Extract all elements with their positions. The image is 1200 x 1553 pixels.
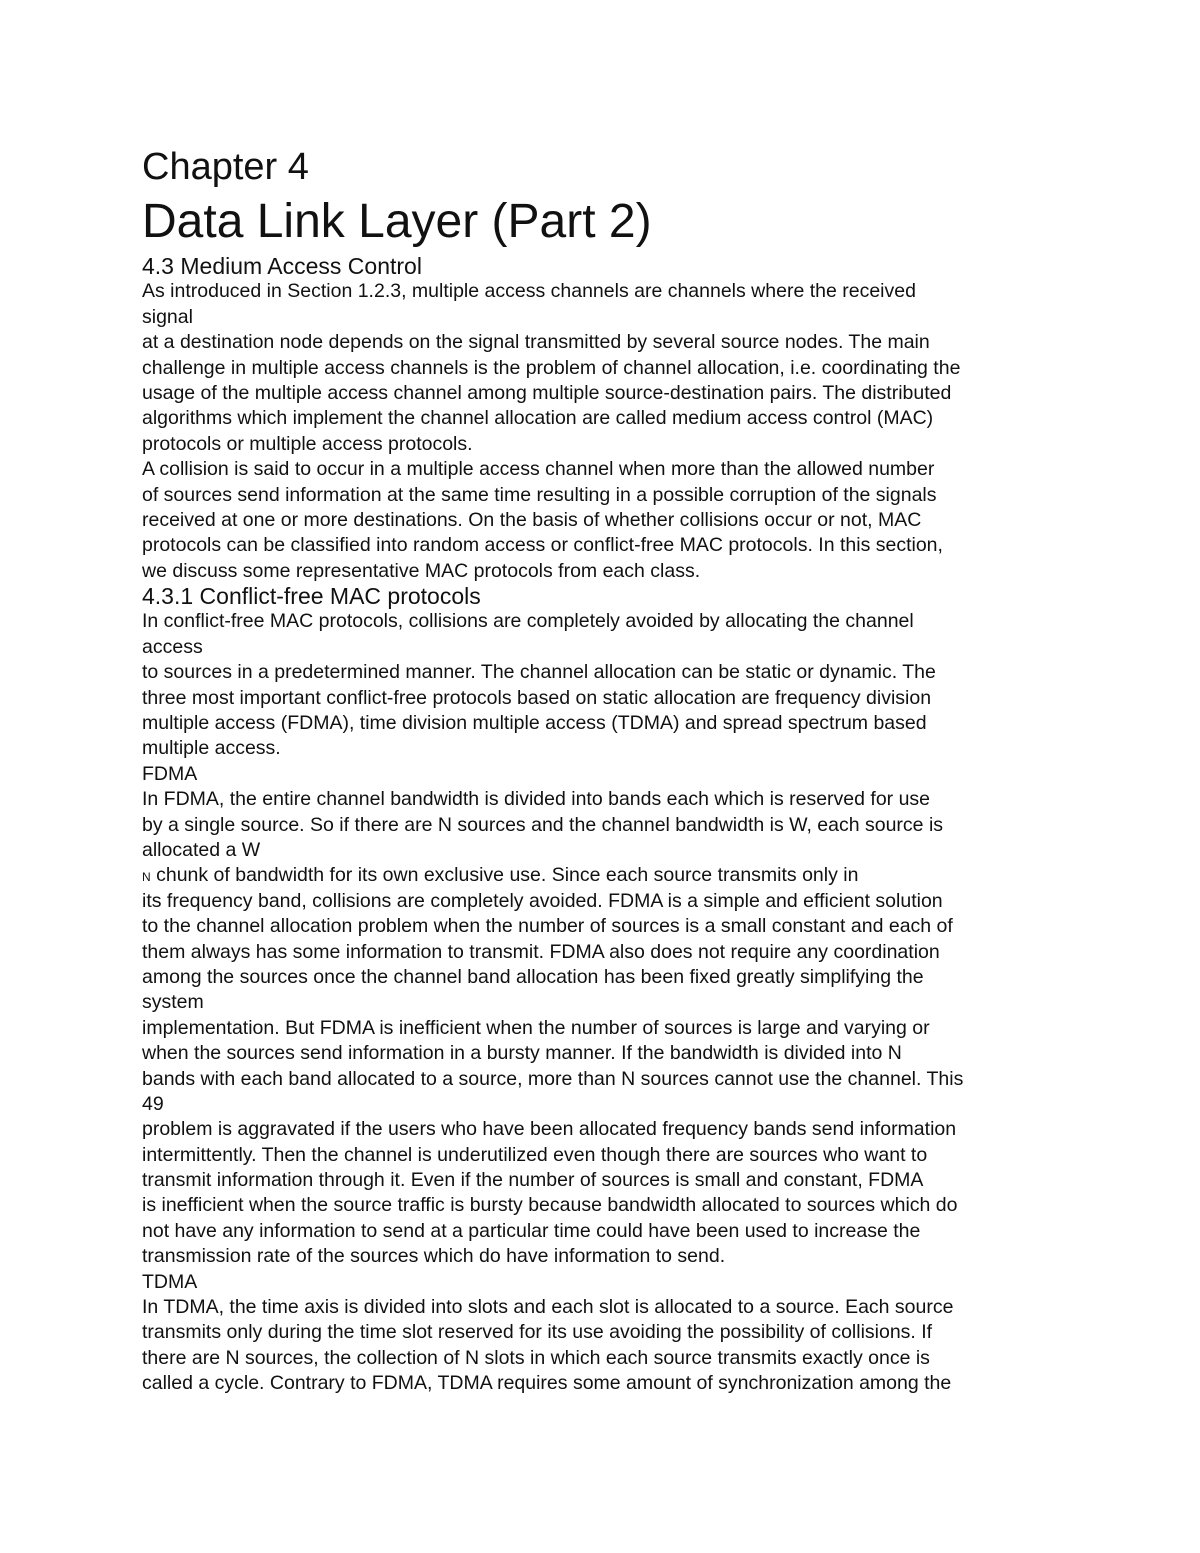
subsection-heading: 4.3.1 Conflict-free MAC protocols [142, 583, 481, 610]
paragraph-line: to sources in a predetermined manner. The channel allocation can be static or dynamic. The [142, 661, 936, 684]
page-number: 49 [142, 1092, 164, 1115]
paragraph-line: we discuss some representative MAC protocols from each class. [142, 559, 701, 582]
paragraph-line-with-fraction [142, 863, 1072, 888]
paragraph-line: at a destination node depends on the signal transmitted by several source nodes. The main [142, 331, 930, 354]
paragraph-line: by a single source. So if there are N sources and the channel bandwidth is W, each source is [142, 813, 944, 836]
paragraph-line: algorithms which implement the channel allocation are called medium access control (MAC) [142, 407, 934, 430]
paragraph-line-text: chunk of bandwidth for its own exclusive use. Since each source transmits only in [156, 864, 859, 887]
paragraph-line: implementation. But FDMA is inefficient when the number of sources is large and varying or [142, 1016, 930, 1039]
paragraph-line: received at one or more destinations. On the basis of whether collisions occur or not, MAC [142, 508, 922, 531]
fdma-heading: FDMA [142, 762, 198, 785]
paragraph-line: its frequency band, collisions are completely avoided. FDMA is a simple and efficient solution [142, 889, 943, 912]
document-body [142, 254, 1072, 1397]
fraction-denominator: N [142, 870, 151, 885]
section-heading: 4.3 Medium Access Control [142, 253, 422, 279]
paragraph-line: transmission rate of the sources which do have information to send. [142, 1245, 726, 1268]
paragraph-line: of sources send information at the same time resulting in a possible corruption of the signals [142, 483, 937, 506]
paragraph-line: to the channel allocation problem when the number of sources is a small constant and each of [142, 915, 953, 938]
paragraph-line: In conflict-free MAC protocols, collisions are completely avoided by allocating the channel [142, 610, 914, 633]
chapter-heading: Chapter 4 [142, 146, 309, 188]
paragraph-line: In TDMA, the time axis is divided into slots and each slot is allocated to a source. Each source [142, 1296, 954, 1319]
paragraph-line: transmits only during the time slot reserved for its use avoiding the possibility of collisions. If [142, 1321, 933, 1344]
paragraph-line: not have any information to send at a particular time could have been used to increase the [142, 1219, 921, 1242]
paragraph-line: protocols can be classified into random access or conflict-free MAC protocols. In this section, [142, 534, 943, 557]
paragraph-line: bands with each band allocated to a source, more than N sources cannot use the channel. This [142, 1067, 964, 1090]
paragraph-line: when the sources send information in a bursty manner. If the bandwidth is divided into N [142, 1042, 902, 1065]
paragraph-line: multiple access. [142, 737, 281, 760]
paragraph-line: is inefficient when the source traffic is bursty because bandwidth allocated to sources which do [142, 1194, 958, 1217]
paragraph-line: among the sources once the channel band allocation has been fixed greatly simplifying the [142, 965, 924, 988]
paragraph-line: In FDMA, the entire channel bandwidth is divided into bands each which is reserved for use [142, 788, 931, 811]
paragraph-line: called a cycle. Contrary to FDMA, TDMA requires some amount of synchronization among the [142, 1372, 952, 1395]
tdma-heading: TDMA [142, 1270, 198, 1293]
paragraph-line: usage of the multiple access channel among multiple source-destination pairs. The distributed [142, 381, 952, 404]
paragraph-line: transmit information through it. Even if the number of sources is small and constant, FDMA [142, 1169, 924, 1192]
paragraph-line: As introduced in Section 1.2.3, multiple access channels are channels where the received [142, 280, 916, 303]
paragraph-line: allocated a W [142, 838, 261, 861]
paragraph-line: access [142, 635, 203, 658]
paragraph-line: signal [142, 305, 193, 328]
paragraph-line: protocols or multiple access protocols. [142, 432, 473, 455]
paragraph-line: them always has some information to transmit. FDMA also does not require any coordination [142, 940, 940, 963]
page-title: Data Link Layer (Part 2) [142, 195, 652, 248]
paragraph-line: system [142, 991, 204, 1014]
paragraph-line: problem is aggravated if the users who have been allocated frequency bands send information [142, 1118, 957, 1141]
paragraph-line: intermittently. Then the channel is underutilized even though there are sources who want to [142, 1143, 928, 1166]
paragraph-line: there are N sources, the collection of N slots in which each source transmits exactly once is [142, 1346, 930, 1369]
paragraph-line: A collision is said to occur in a multiple access channel when more than the allowed number [142, 458, 935, 481]
paragraph-line: three most important conflict-free protocols based on static allocation are frequency division [142, 686, 932, 709]
paragraph-line: multiple access (FDMA), time division multiple access (TDMA) and spread spectrum based [142, 712, 927, 735]
paragraph-line: challenge in multiple access channels is the problem of channel allocation, i.e. coordinating the [142, 356, 961, 379]
